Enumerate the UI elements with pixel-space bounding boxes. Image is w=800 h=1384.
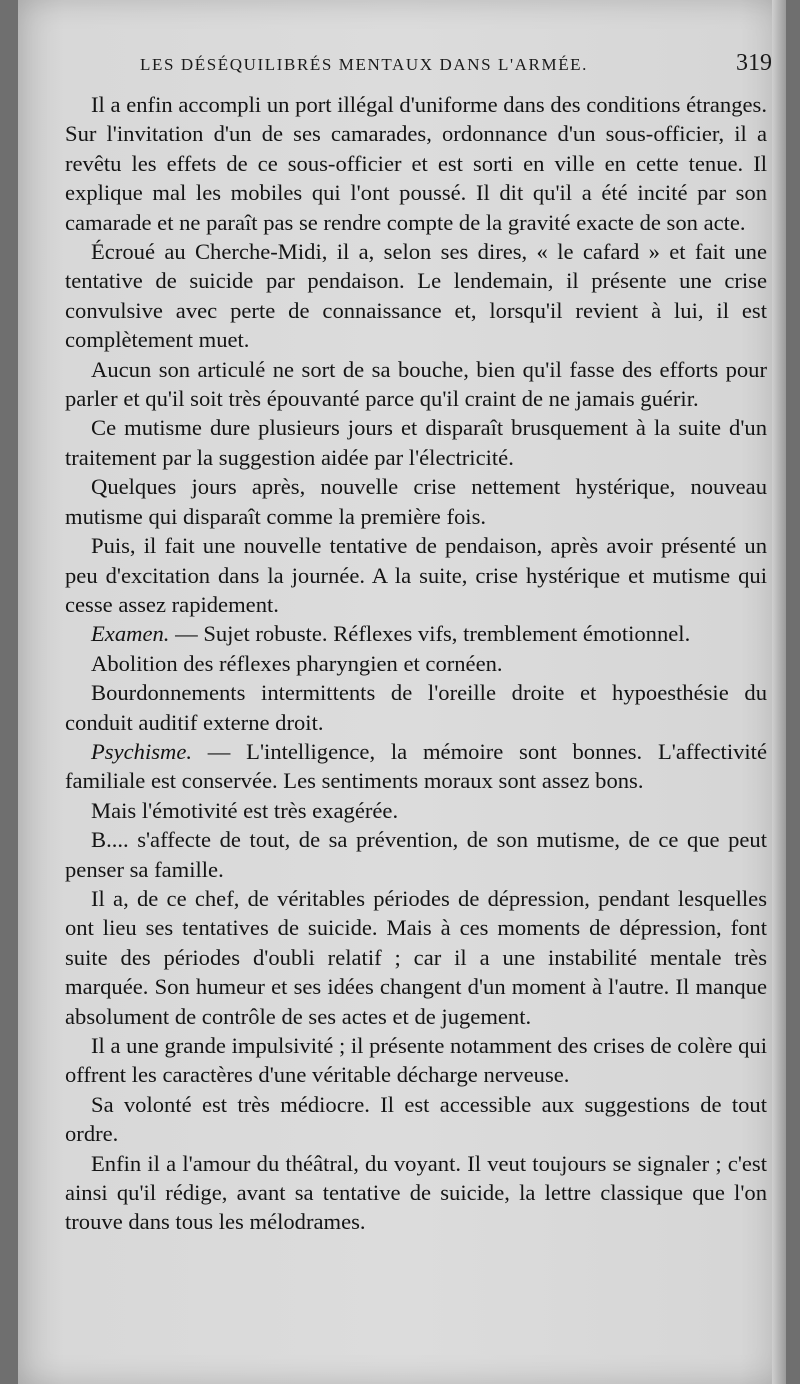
paragraph bbox=[65, 1031, 767, 1090]
book-page bbox=[18, 0, 786, 1384]
paragraph-text: Abolition des réflexes pharyngien et cornéen. bbox=[91, 650, 503, 676]
paragraph-examen bbox=[65, 619, 767, 648]
paragraph-text: Sa volonté est très médiocre. Il est accessible aux suggestions de tout ordre. bbox=[65, 1091, 767, 1147]
paragraph bbox=[65, 825, 767, 884]
paragraph-text: Aucun son articulé ne sort de sa bouche, bien qu'il fasse des efforts pour parler et qu'il soit très épouvanté parce qu'il craint de ne jamais guérir. bbox=[65, 356, 767, 412]
running-header bbox=[140, 50, 772, 77]
page-edge bbox=[772, 0, 786, 1384]
paragraph-text: Enfin il a l'amour du théâtral, du voyant. Il veut toujours se signaler ; c'est ainsi qu'il rédige, avant sa tentative de suicide, la lettre classique que l'on trouve dans tous les mélodrames. bbox=[65, 1150, 767, 1235]
paragraph bbox=[65, 355, 767, 414]
paragraph-text: Écroué au Cherche-Midi, il a, selon ses dires, « le cafard » et fait une tentative de suicide par pendaison. Le lendemain, il présente une crise convulsive avec perte de connaissance et, lorsqu'il revient à lui, il est complètement muet. bbox=[65, 239, 767, 353]
paragraph-text: Bourdonnements intermittents de l'oreille droite et hypoesthésie du conduit auditif externe droit. bbox=[65, 680, 767, 735]
paragraph-text: Il a une grande impulsivité ; il présente notamment des crises de colère qui offrent les caractères d'une véritable décharge nerveuse. bbox=[65, 1033, 767, 1088]
section-lead: Psychisme. bbox=[91, 738, 193, 764]
paragraph bbox=[65, 237, 767, 355]
section-lead: Examen. bbox=[91, 621, 170, 647]
body-text bbox=[65, 90, 767, 1237]
paragraph-psychisme bbox=[65, 737, 767, 796]
paragraph-text: Ce mutisme dure plusieurs jours et disparaît brusquement à la suite d'un traitement par la suggestion aidée par l'électricité. bbox=[65, 415, 767, 470]
paragraph bbox=[65, 413, 767, 472]
paragraph bbox=[65, 884, 767, 1031]
running-title: LES DÉSÉQUILIBRÉS MENTAUX DANS L'ARMÉE. bbox=[140, 55, 589, 74]
paragraph-text: B.... s'affecte de tout, de sa prévention, de son mutisme, de ce que peut penser sa famille. bbox=[65, 827, 767, 882]
paragraph-text: Puis, il fait une nouvelle tentative de pendaison, après avoir présenté un peu d'excitation dans la journée. A la suite, crise hystérique et mutisme qui cesse assez rapidement. bbox=[65, 533, 767, 617]
paragraph bbox=[65, 678, 767, 737]
paragraph-text: Quelques jours après, nouvelle crise nettement hystérique, nouveau mutisme qui disparaît comme la première fois. bbox=[65, 474, 767, 529]
paragraph bbox=[65, 90, 767, 237]
paragraph bbox=[65, 472, 767, 531]
paragraph-text: Mais l'émotivité est très exagérée. bbox=[91, 797, 399, 823]
paragraph bbox=[65, 1149, 767, 1237]
paragraph-text: — L'intelligence, la mémoire sont bonnes. L'affectivité familiale est conservée. Les sentiments moraux sont assez bons. bbox=[65, 738, 767, 794]
page-number: 319 bbox=[736, 50, 772, 76]
paragraph-text: Il a, de ce chef, de véritables périodes de dépression, pendant lesquelles ont lieu ses tentatives de suicide. Mais à ces moments de dépression, font suite des périodes d'oubli relatif ; car il a une instabilité mentale très marquée. Son humeur et ses idées changent d'un moment à l'autre. Il manque absolument de contrôle de ses actes et de jugement. bbox=[65, 885, 767, 1029]
paragraph-text: — Sujet robuste. Réflexes vifs, tremblement émotionnel. bbox=[169, 621, 691, 647]
paragraph-text: Il a enfin accompli un port illégal d'uniforme dans des conditions étranges. Sur l'invitation d'un de ses camarades, ordonnance d'un sous-officier, il a revêtu les effets de ce sous-officier et est sorti en ville en cette tenue. Il explique mal les mobiles qui l'ont poussé. Il dit qu'il a été incité par son camarade et ne paraît pas se rendre compte de la gravité exacte de son acte. bbox=[65, 92, 767, 235]
paragraph bbox=[65, 531, 767, 619]
paragraph bbox=[65, 796, 767, 825]
paragraph bbox=[65, 649, 767, 678]
paragraph bbox=[65, 1090, 767, 1149]
